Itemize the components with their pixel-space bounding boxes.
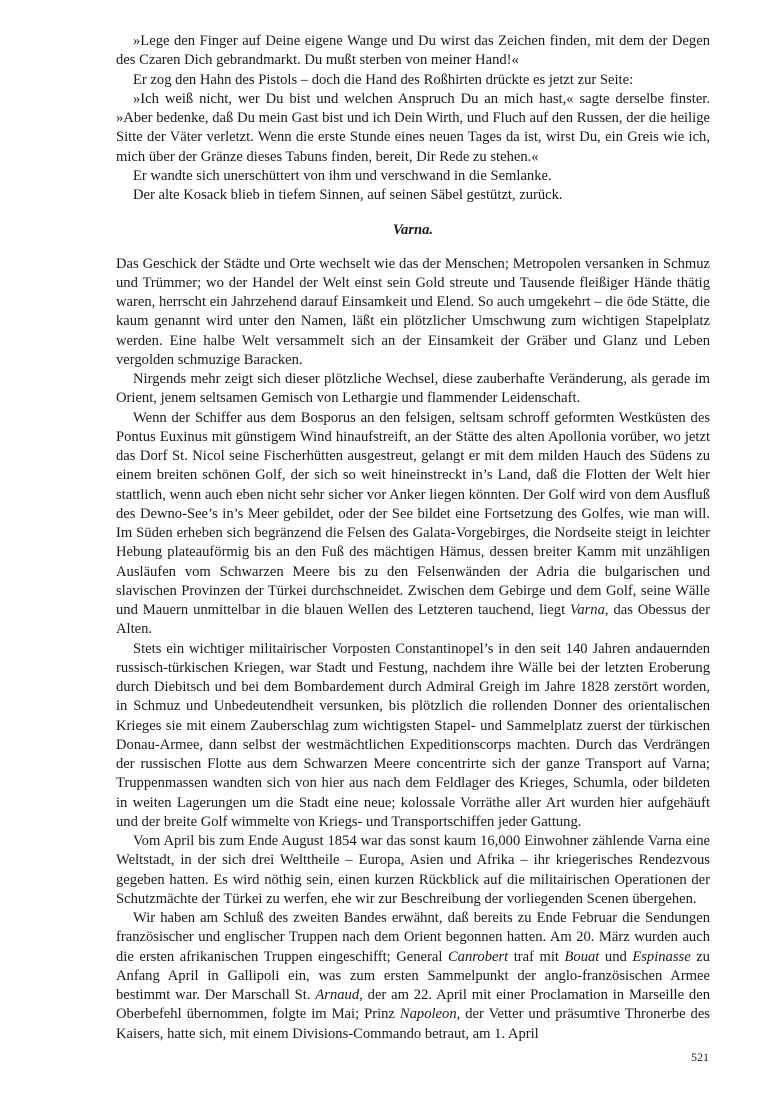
emphasis-bouat: Bouat — [564, 948, 600, 965]
paragraph: »Ich weiß nicht, wer Du bist und welchen Anspruch Du an mich hast,« sagte derselbe finster. »Aber bedenke, daß Du mein Gast bist und ich Dein Wirth, und Fluch auf den Russen, der die heilige Sitte der Väter verletzt. Wenn die erste Stunde eines neuen Tages da ist, wirst Du, ein Greis wie ich, mich über der Gränze dieses Tabuns finden, bereit, Dir Rede zu stehen.« — [116, 90, 710, 165]
emphasis-arnaud: Arnaud — [315, 987, 360, 1003]
page-number: 521 — [691, 1050, 709, 1064]
emphasis-canrobert: Canrobert — [447, 948, 509, 965]
paragraph: Der alte Kosack blieb in tiefem Sinnen, auf seinen Säbel gestützt, zurück. — [133, 187, 563, 203]
text-run: und — [599, 948, 633, 965]
section-title: Varna. — [392, 222, 434, 239]
text-run: traf mit — [508, 948, 565, 965]
text-run: , das Obessus der Alten. — [116, 602, 710, 638]
emphasis-napoleon: Napoleon — [399, 1006, 457, 1023]
text-run: Wir haben am Schluß des zweiten Bandes erwähnt, daß bereits zu Ende Februar die Sendungen französischer und englischer Truppen nach dem Orient begonnen hatten. Am 20. März wurden auch die ersten afrikanischen Truppen eingeschifft; General — [116, 910, 710, 965]
text-run: Wenn der Schiffer aus dem Bosporus an den felsigen, seltsam schroff geformten Westküsten des Pontus Euxinus mit günstigem Wind hinaufstreift, an der Stätte des alten Apollonia vorüber, wo jetzt das Dorf St. Nicol seine Fischerhütten ausgestreut, gelangt er mit dem milden Hauch des Südens zu einem breiten schönen Golf, der sich so weit hineinstreckt in’s Land, daß die Flotten der Welt hier stattlich, wenn auch eben nicht sehr sicher vor Anker liegen könnten. Der Golf wird von dem Ausfluß des Dewno-See’s in’s Meer gebildet, oder der See bildet eine Fortsetzung des Golfes, wie man will. Im Süden erheben sich begränzend die Felsen des Galata-Vorgebirges, die Nordseite steigt in leichter Hebung plateauförmig bis an den Fuß des mächtigen Hämus, dessen breiter Kamm mit unzähligen Ausläufen vom Schwarzen Meere bis zu den Felsenwänden der Adria die bulgarischen und slavischen Provinzen der Türkei durchschneidet. Zwischen dem Gebirge und dem Golf, seine Wälle und Mauern unmittelbar in die blauen Wellen des Letzteren tauchend, liegt — [116, 409, 710, 618]
paragraph: Er zog den Hahn des Pistols – doch die Hand des Roßhirten drückte es jetzt zur Seite: — [133, 71, 634, 88]
emphasis-espinasse: Espinasse — [632, 948, 691, 965]
emphasis-varna: Varna — [570, 602, 605, 618]
paragraph — [116, 909, 710, 1044]
paragraph: Das Geschick der Städte und Orte wechselt wie das der Menschen; Metropolen versanken in Schmuz und Trümmer; wo der Handel der Welt einst sein Gold streute und Tausende fleißiger Hände thätig waren, herrscht ein Jahrzehend darauf Einsamkeit und Elend. So auch umgekehrt – die öde Stätte, die kaum genannt wird unter den Namen, läßt ein plötzlicher Umschwung zum wichtigen Stapelplatz werden. Eine halbe Welt versammelt sich an der Einsamkeit der Gräber und Glanz und Leben vergolden schmuzige Baracken. — [116, 255, 710, 368]
page-body — [116, 32, 710, 1044]
paragraph: Stets ein wichtiger militairischer Vorposten Constantinopel’s in den seit 140 Jahren andauernden russisch-türkischen Kriegen, war Stadt und Festung, nachdem ihre Wälle bei der letzten Eroberung durch Diebitsch und bei dem Bombardement durch Admiral Greigh im Jahre 1828 zerstört worden, in Schmuz und Unbedeutendheit versunken, bis plötzlich die rollenden Donner des orientalischen Krieges sie mit einem Zauberschlag zum wichtigsten Stapel- und Sammelplatz zuerst der türkischen Donau-Armee, dann selbst der westmächtlichen Expeditionscorps machten. Durch das Verdrängen der russischen Flotte aus dem Schwarzen Meere concentrirte sich der ganze Transport auf Varna; Truppenmassen wandten sich von hier aus nach dem Feldlager des Krieges, Schumla, oder bildeten in weiten Lagerungen um die Stadt eine neue; kolossale Vorräthe aller Art wurden hier aufgehäuft und der breite Golf wimmelte von Kriegs- und Transportschiffen jeder Gattung. — [116, 640, 710, 830]
paragraph: »Lege den Finger auf Deine eigene Wange und Du wirst das Zeichen finden, mit dem der Degen des Czaren Dich gebrandmarkt. Du mußt sterben von meiner Hand!« — [116, 33, 710, 69]
paragraph: Vom April bis zum Ende August 1854 war das sonst kaum 16,000 Einwohner zählende Varna eine Weltstadt, in der sich drei Welttheile – Europa, Asien und Afrika – ihr kriegerisches Rendezvous gegeben hatten. Es wird nöthig sein, einen kurzen Rückblick auf die militairischen Operationen der Schutzmächte der Türkei zu werfen, ehe wir zur Beschreibung der vorliegenden Scenen übergehen. — [116, 833, 710, 907]
text-run: , der am 22. April mit einer Proclamation in Marseille den Oberbefehl übernommen, folgte im Mai; Prinz — [116, 987, 710, 1023]
paragraph: Nirgends mehr zeigt sich dieser plötzliche Wechsel, diese zauberhafte Veränderung, als gerade im Orient, jenem seltsamen Gemisch von Lethargie und flammender Leidenschaft. — [116, 371, 710, 407]
paragraph — [116, 409, 710, 640]
text-run: zu Anfang April in Gallipoli ein, was zum ersten Sammelpunkt der anglo-französischen Armee bestimmt war. Der Marschall St. — [116, 948, 710, 1003]
paragraph: Er wandte sich unerschüttert von ihm und verschwand in die Semlanke. — [133, 167, 552, 184]
text-run: , der Vetter und präsumtive Thronerbe des Kaisers, hatte sich, mit einem Divisions-Commando betraut, am 1. April — [116, 1006, 710, 1042]
